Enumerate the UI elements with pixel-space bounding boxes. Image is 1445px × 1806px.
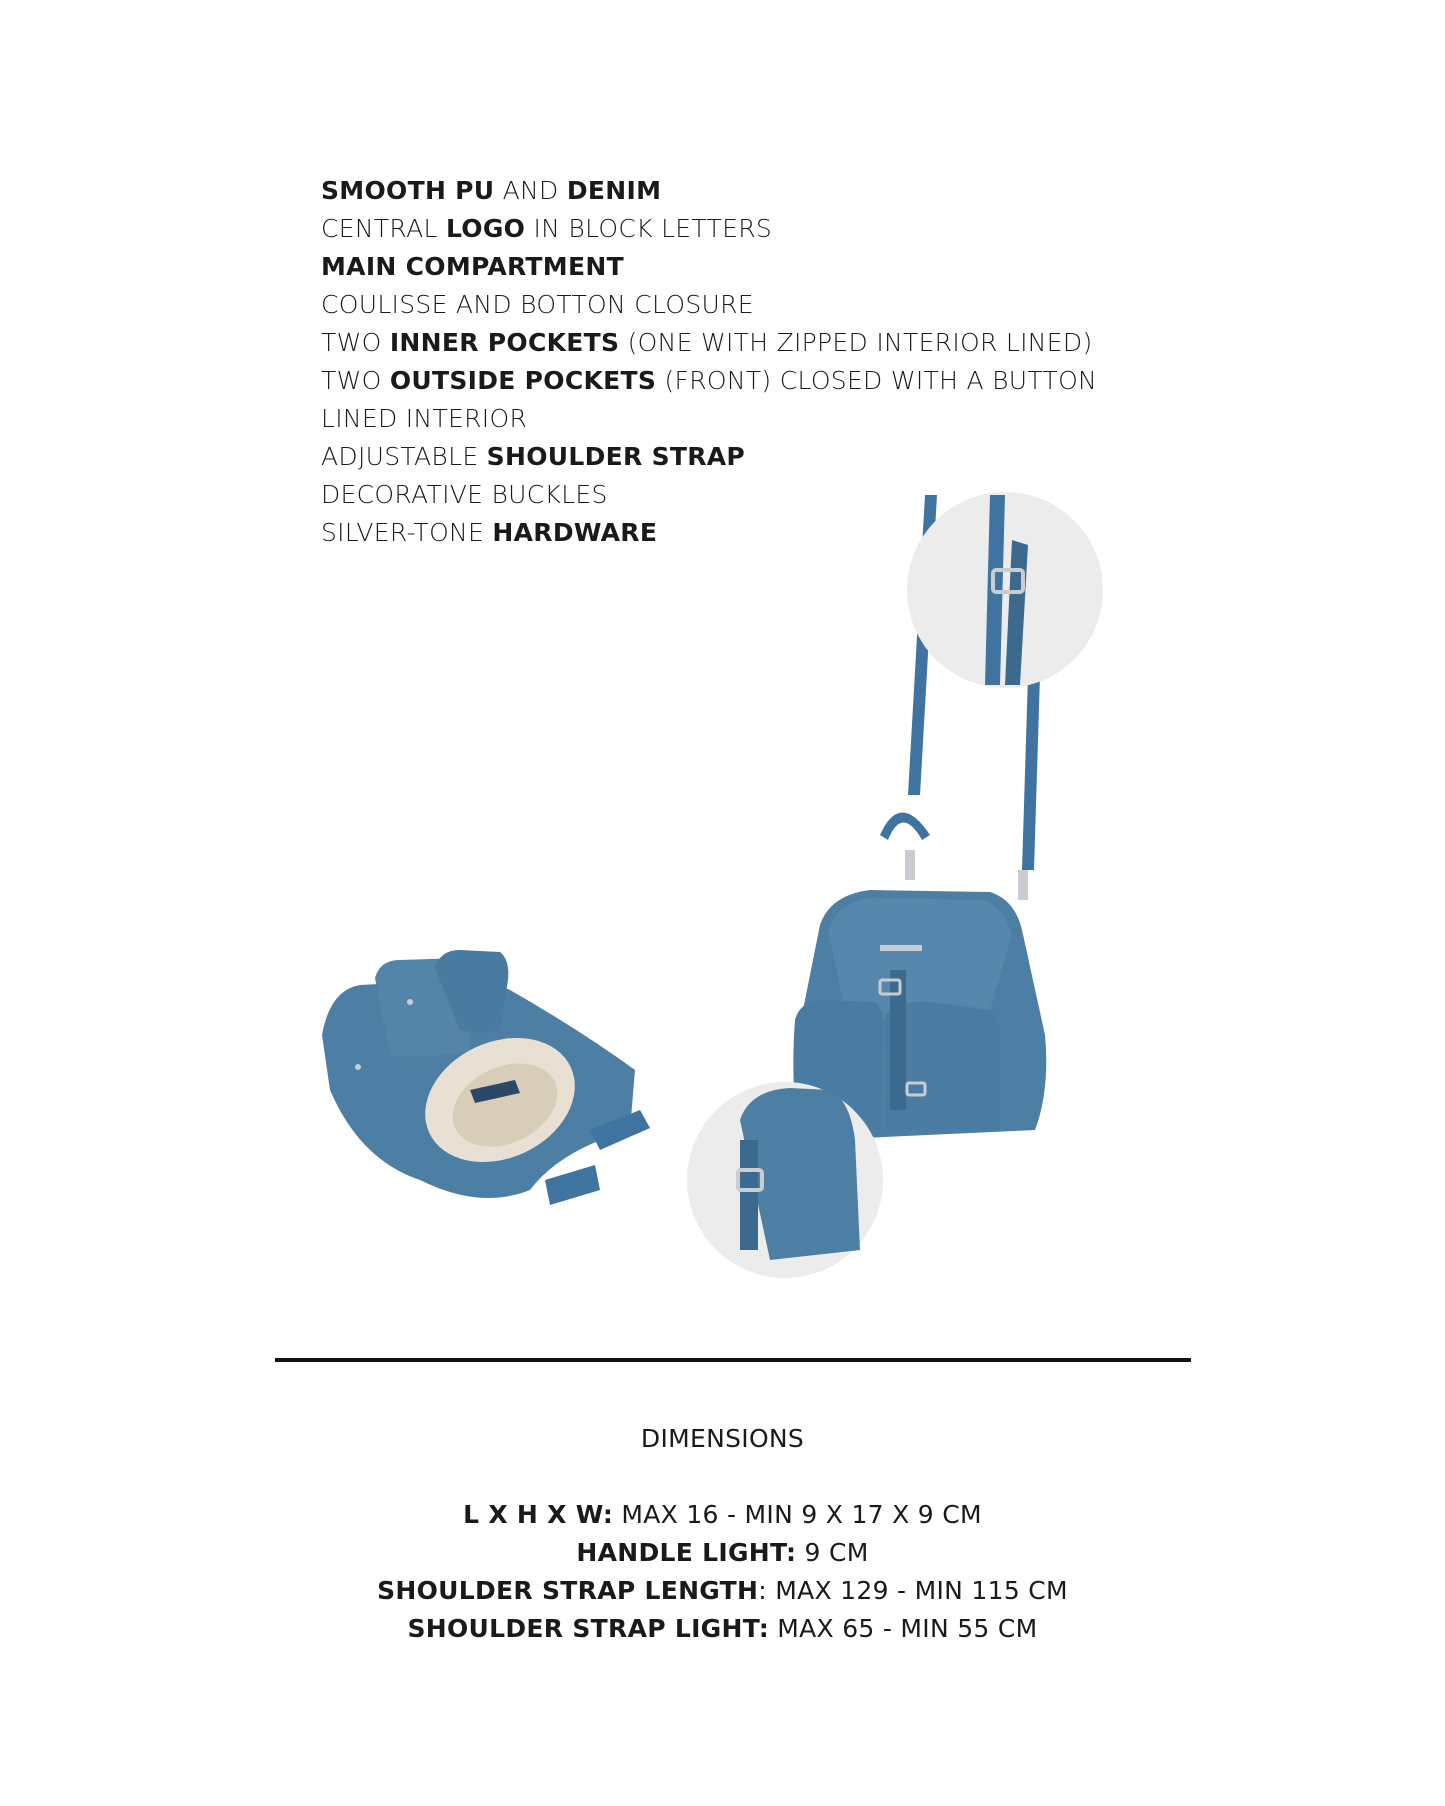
text: CENTRAL: [321, 214, 446, 243]
dimensions-title: DIMENSIONS: [640, 1424, 805, 1453]
text: (FRONT) CLOSED WITH A BUTTON: [656, 366, 1098, 395]
bold-text: SMOOTH PU: [321, 176, 495, 205]
bold-text: DENIM: [566, 176, 662, 205]
feature-item: [321, 362, 1097, 400]
bold-text: SHOULDER STRAP: [486, 442, 746, 471]
dimension-item: [0, 1610, 1445, 1648]
bold-text: HANDLE LIGHT:: [576, 1538, 797, 1567]
bold-text: SHOULDER STRAP LIGHT:: [407, 1614, 770, 1643]
feature-item: [321, 248, 1097, 286]
text: TWO: [321, 366, 390, 395]
text: : MAX 129 - MIN 115 CM: [758, 1576, 1068, 1605]
text: IN BLOCK LETTERS: [525, 214, 773, 243]
text: DECORATIVE BUCKLES: [321, 480, 608, 509]
feature-item: [321, 400, 1097, 438]
feature-item: [321, 324, 1097, 362]
bold-text: OUTSIDE POCKETS: [389, 366, 657, 395]
bold-text: L X H X W:: [463, 1500, 614, 1529]
bold-text: HARDWARE: [492, 518, 658, 547]
text: SILVER-TONE: [321, 518, 493, 547]
feature-item: [321, 286, 1097, 324]
section-divider: [275, 1358, 1191, 1362]
open-bag-image: [322, 950, 650, 1205]
text: ADJUSTABLE: [321, 442, 487, 471]
text: (ONE WITH ZIPPED INTERIOR LINED): [619, 328, 1093, 357]
strap-detail-bubble: [907, 492, 1103, 688]
text: AND: [494, 176, 567, 205]
dimensions-list: [0, 1496, 1445, 1648]
bold-text: LOGO: [445, 214, 526, 243]
dimension-item: [0, 1572, 1445, 1610]
text: COULISSE AND BOTTON CLOSURE: [321, 290, 754, 319]
feature-item: [321, 210, 1097, 248]
text: MAX 16 - MIN 9 X 17 X 9 CM: [613, 1500, 982, 1529]
feature-item: [321, 438, 1097, 476]
bold-text: MAIN COMPARTMENT: [321, 252, 624, 281]
dimension-item: [0, 1534, 1445, 1572]
text: 9 CM: [796, 1538, 869, 1567]
feature-item: [321, 172, 1097, 210]
text: MAX 65 - MIN 55 CM: [769, 1614, 1038, 1643]
bold-text: INNER POCKETS: [389, 328, 620, 357]
product-image: [300, 490, 1160, 1330]
text: TWO: [321, 328, 390, 357]
buckle-detail-bubble: [687, 1082, 883, 1278]
text: LINED INTERIOR: [321, 404, 528, 433]
dimension-item: [0, 1496, 1445, 1534]
bold-text: SHOULDER STRAP LENGTH: [377, 1576, 759, 1605]
